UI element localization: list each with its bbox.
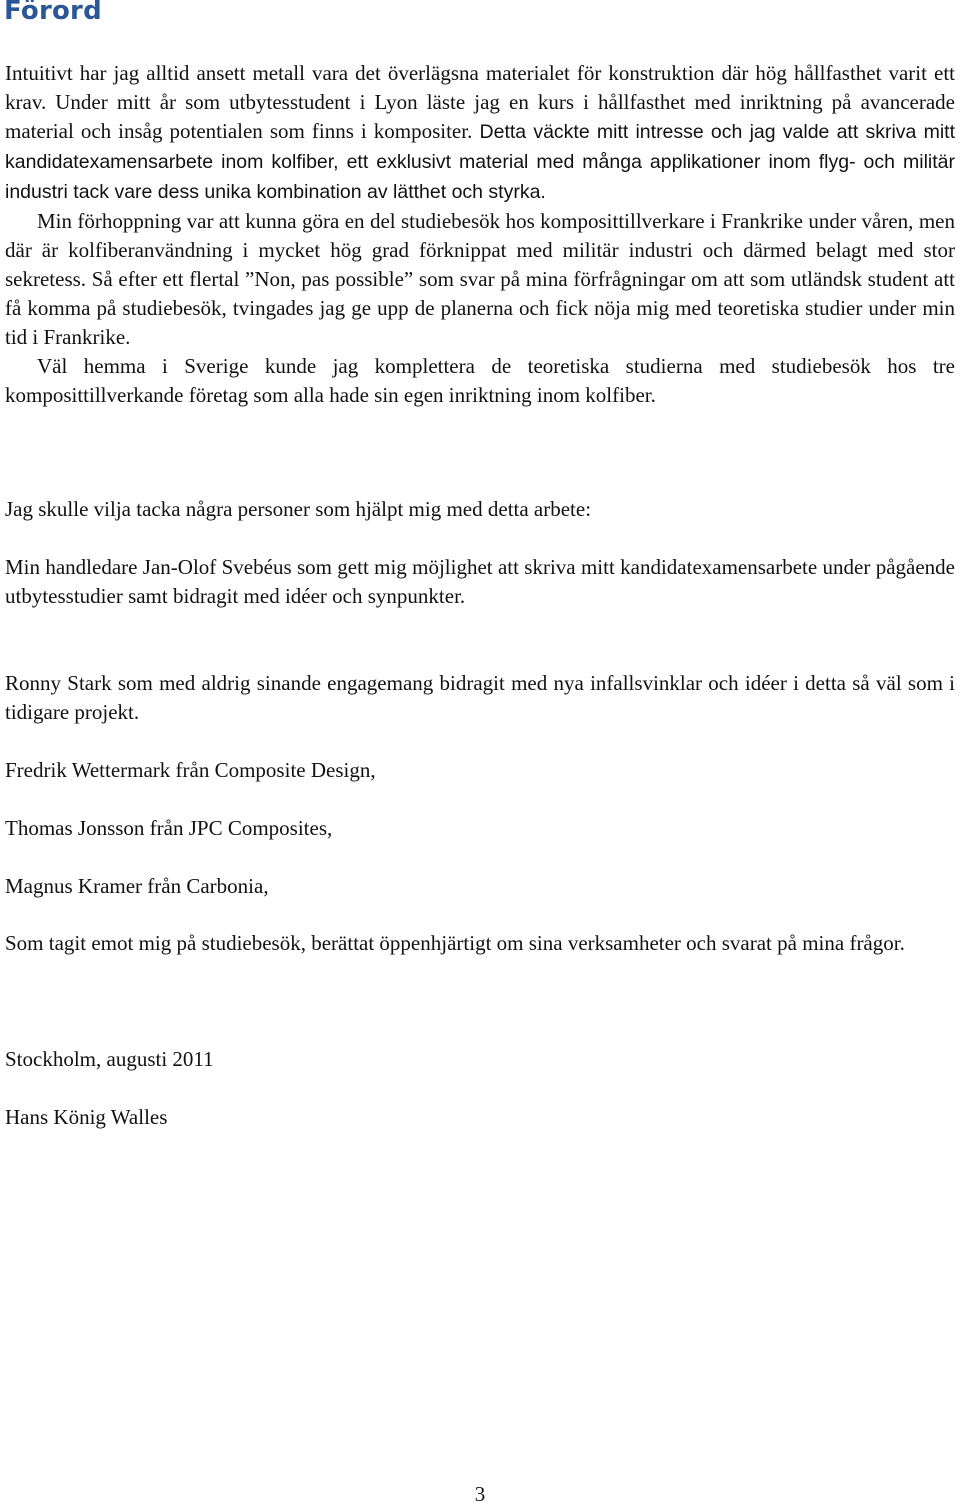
author-name: Hans König Walles	[5, 1105, 168, 1129]
thanks-study-visits: Som tagit emot mig på studiebesök, berättat öppenhjärtigt om sina verksamheter och svarat på mina frågor.	[5, 931, 905, 955]
thanks-ronny-stark: Ronny Stark som med aldrig sinande engagemang bidragit med nya infallsvinklar och idéer i detta så väl som i tidigare projekt.	[5, 671, 955, 724]
thanks-thomas-jonsson: Thomas Jonsson från JPC Composites,	[5, 816, 333, 840]
intro-paragraph-1-serif: Intuitivt har jag alltid ansett metall vara det överlägsna materialet för konstruktion där hög hållfasthet varit ett krav. Under mitt år som utbytesstudent i Lyon läste jag en kurs i hållfasthet med inriktning på avancerade material och insåg potentialen som finns i kompositer.	[5, 61, 955, 143]
page-heading: Förord	[4, 0, 102, 26]
place-date: Stockholm, augusti 2011	[5, 1047, 214, 1071]
intro-paragraph-2: Min förhoppning var att kunna göra en del studiebesök hos komposittillverkare i Frankrike under våren, men där är kolfiberanvändning i mycket hög grad förknippat med militär industri och därmed belagt med stor sekretess. Så efter ett flertal ”Non, pas possible” som svar på mina förfrågningar om att som utländsk student att få komma på studiebesök, tvingades jag ge upp de planerna och fick nöja mig med teoretiska studier under min tid i Frankrike.	[5, 209, 955, 349]
page-number: 3	[474, 1482, 486, 1506]
thanks-intro: Jag skulle vilja tacka några personer som hjälpt mig med detta arbete:	[5, 497, 592, 521]
intro-paragraph-3: Väl hemma i Sverige kunde jag komplettera de teoretiska studierna med studiebesök hos tre komposittillverkande företag som alla hade sin egen inriktning inom kolfiber.	[5, 354, 955, 407]
thanks-fredrik-wettermark: Fredrik Wettermark från Composite Design,	[5, 758, 376, 782]
intro-paragraph-1	[5, 59, 955, 207]
intro-section	[5, 59, 955, 410]
thanks-magnus-kramer: Magnus Kramer från Carbonia,	[5, 874, 269, 898]
intro-paragraph-1-sans: Detta väckte mitt intresse och jag valde att skriva mitt kandidatexamensarbete inom kolfiber, ett exklusivt material med många applikationer inom flyg- och militär industri tack vare dess unika kombination av lätthet och styrka.	[5, 121, 955, 203]
thanks-supervisor: Min handledare Jan-Olof Svebéus som gett mig möjlighet att skriva mitt kandidatexamensarbete under pågående utbytesstudier samt bidragit med idéer och synpunkter.	[5, 555, 955, 608]
